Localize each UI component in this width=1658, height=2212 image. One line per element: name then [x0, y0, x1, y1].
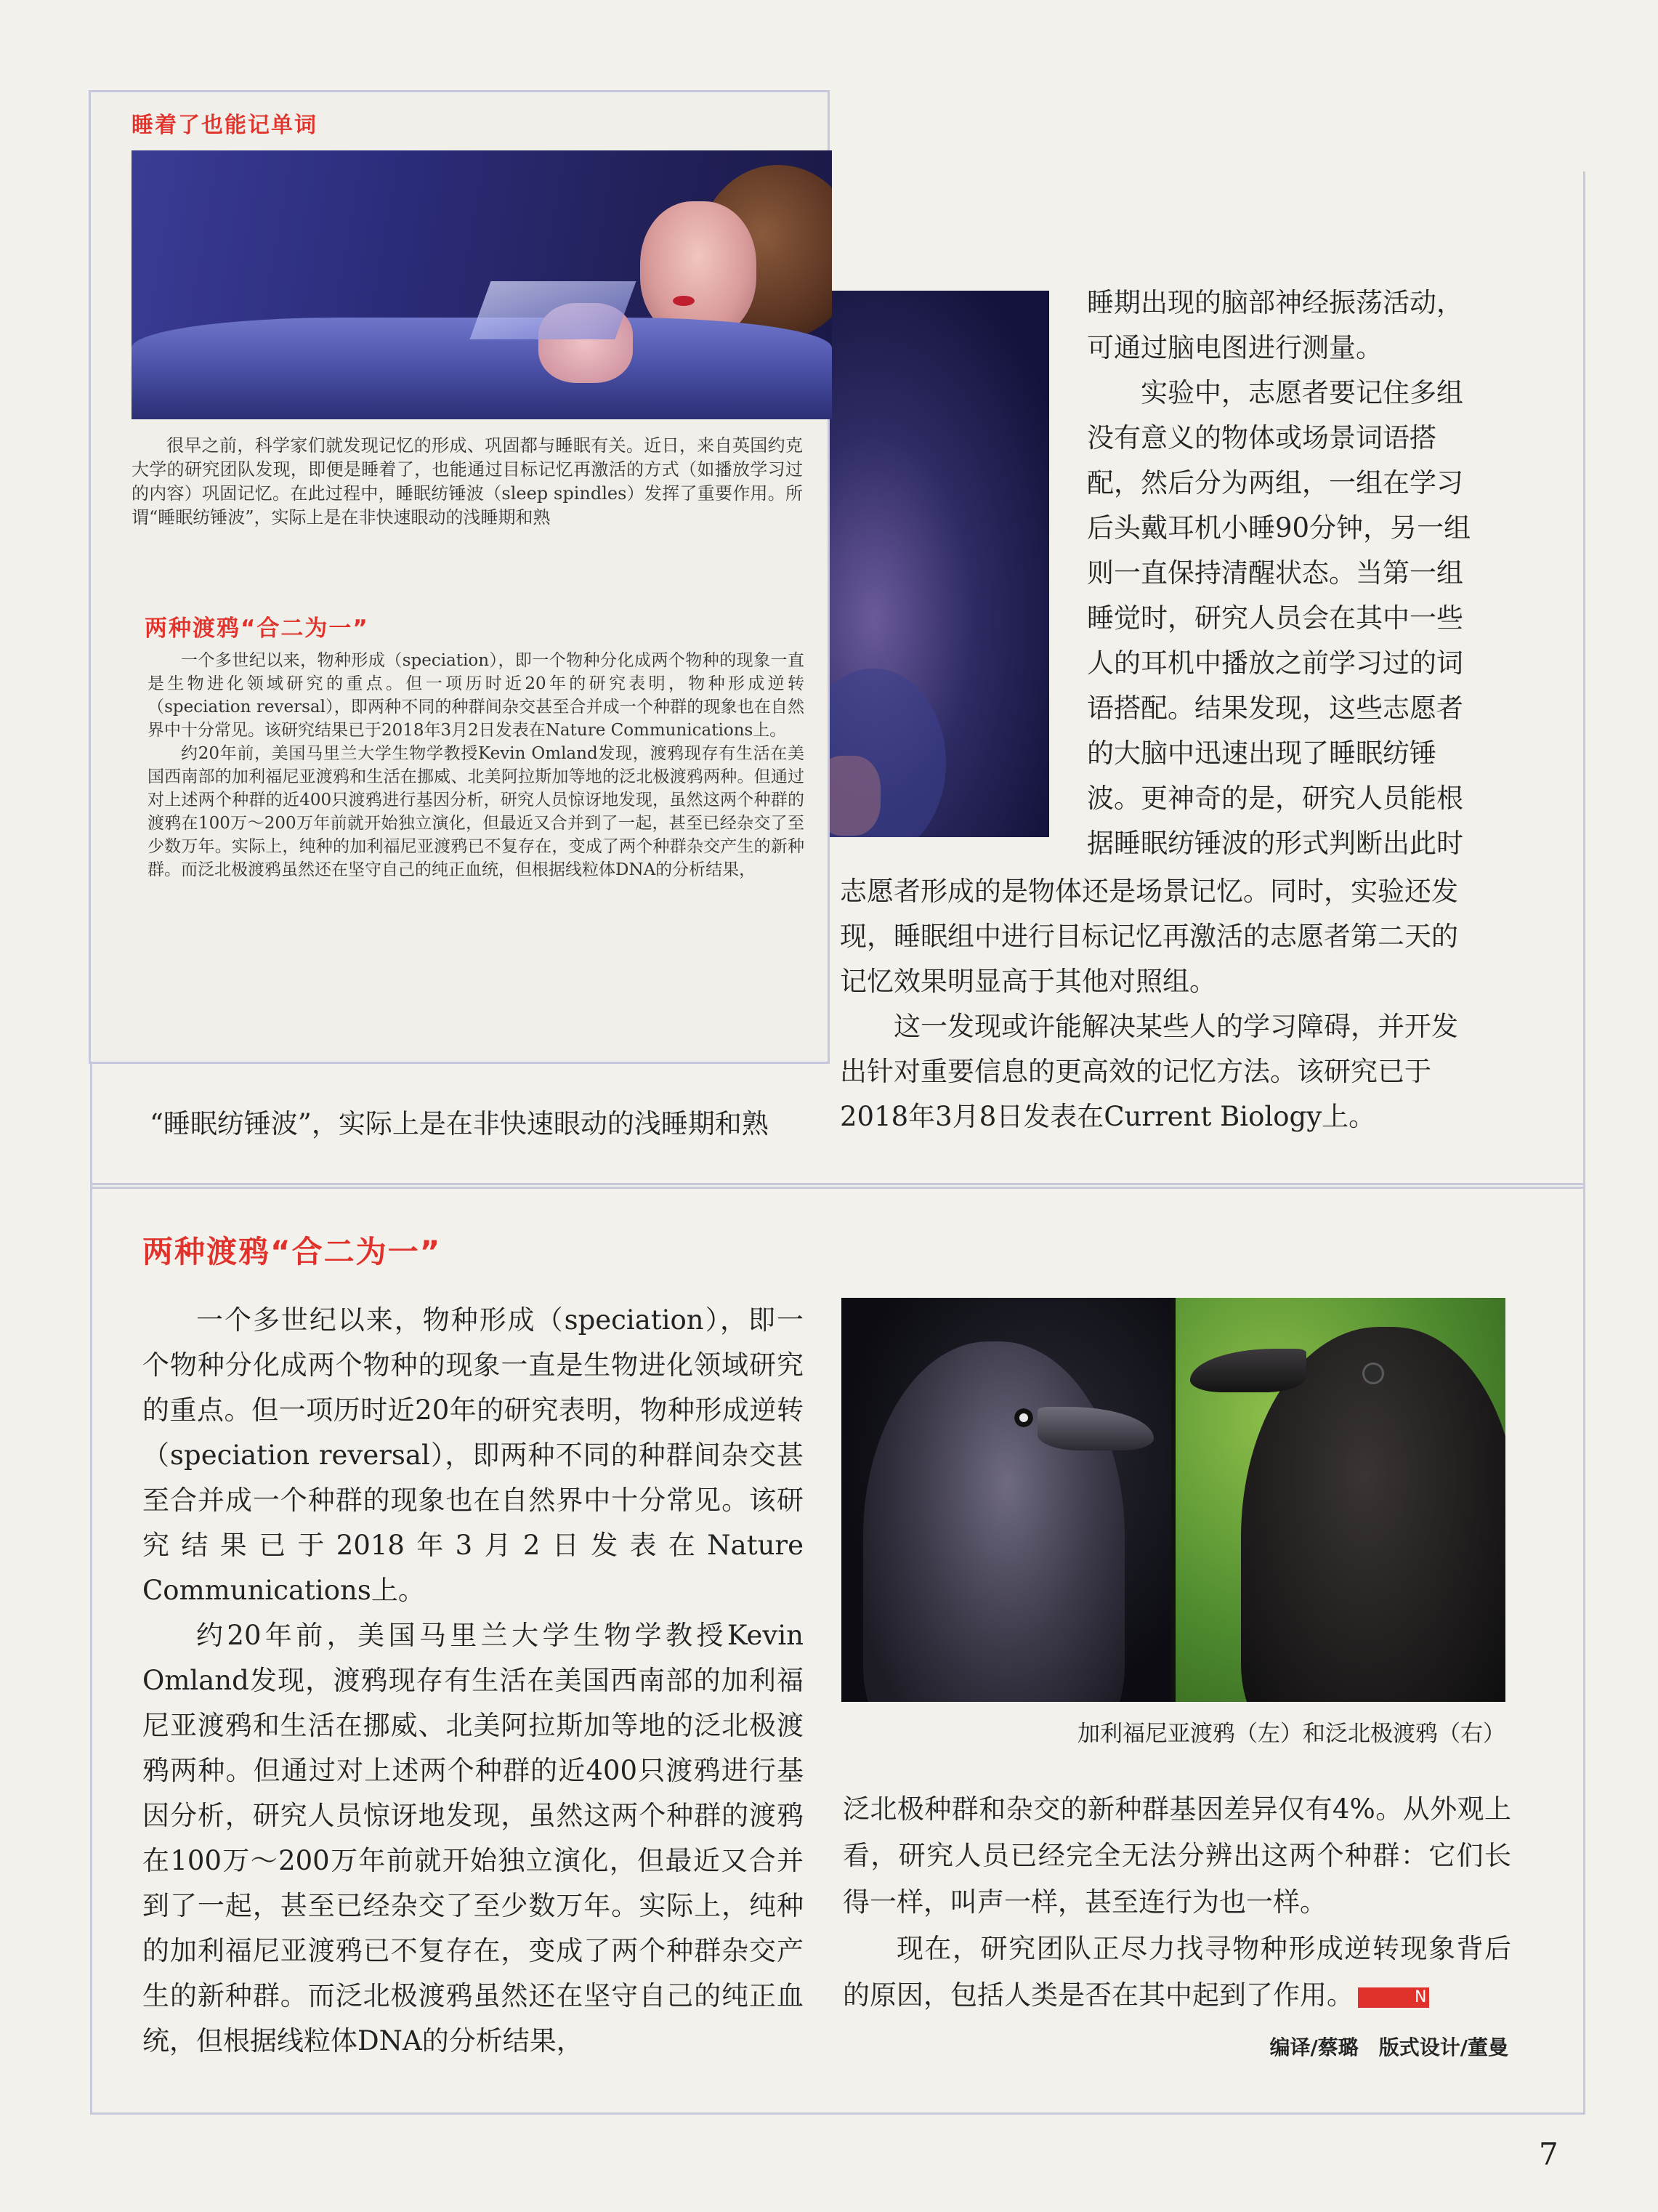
overlay-excerpt	[89, 90, 830, 1064]
sleep-line-9: 语搭配。结果发现，这些志愿者	[1087, 693, 1463, 724]
overlay-intro-para: 很早之前，科学家们就发现记忆的形成、巩固都与睡眠有关。近日，来自英国约克大学的研究团队发现，即便是睡着了，也能通过目标记忆再激活的方式（如播放学习过的内容）巩固记忆。在此过程中，睡眠纺锤波（sleep spindles）发挥了重要作用。所谓“睡眠纺锤波”，实际上是在非快速眼动的浅睡期和熟	[132, 435, 803, 528]
sleep-line-3: 没有意义的物体或场景词语搭	[1087, 422, 1436, 453]
overlay-intro	[132, 434, 803, 530]
sleep-line-4: 配，然后分为两组，一组在学习	[1087, 467, 1463, 498]
hand-shape	[830, 756, 881, 836]
sleep-full-4: 出针对重要信息的更高效的记忆方法。该研究已于	[840, 1056, 1431, 1087]
sleep-line-8: 人的耳机中播放之前学习过的词	[1087, 647, 1463, 679]
sleep-line-under-overlay: “睡眠纺锤波”，实际上是在非快速眼动的浅睡期和熟	[150, 1108, 769, 1139]
sleep-full-5: 2018年3月8日发表在Current Biology上。	[840, 1101, 1376, 1132]
sleep-line-10: 的大脑中迅速出现了睡眠纺锤	[1087, 738, 1436, 769]
sleep-right-column	[1087, 280, 1523, 866]
sleep-full-1: 现，睡眠组中进行目标记忆再激活的志愿者第二天的	[840, 921, 1458, 952]
sleep-line-12: 据睡眠纺锤波的形式判断出此时	[1087, 828, 1463, 859]
california-raven-panel	[841, 1298, 1171, 1702]
ravens-right-para-2	[843, 1926, 1511, 2019]
sleep-full-lines	[840, 869, 1523, 1139]
overlay-sleep-photo	[132, 150, 832, 419]
sleep-photo-right	[830, 291, 1049, 837]
sleep-full-0: 志愿者形成的是物体还是场景记忆。同时，实验还发	[840, 876, 1458, 907]
sleep-line-1: 可通过脑电图进行测量。	[1087, 332, 1383, 363]
overlay-ravens-title: 两种渡鸦“合二为一”	[145, 615, 369, 642]
pajama-collar	[469, 281, 636, 339]
overlay-ravens-text	[147, 649, 804, 881]
ravens-para-1: 一个多世纪以来，物种形成（speciation），即一个物种分化成两个物种的现象一直是生物进化领域研究的重点。但一项历时近20年的研究表明，物种形成逆转（speciation reversal），即两种不同的种群间杂交甚至合并成一个种群的现象也在自然界中十分常见。该研究结果已于2018年3月2日发表在Nature Communications上。	[142, 1304, 804, 1606]
ravens-right-column	[843, 1786, 1511, 2019]
sleep-line-0: 睡期出现的脑部神经振荡活动，	[1087, 287, 1463, 318]
california-raven-eye	[1014, 1408, 1033, 1427]
overlay-ravens-para-1: 一个多世纪以来，物种形成（speciation），即一个物种分化成两个物种的现象一直是生物进化领域研究的重点。但一项历时近20年的研究表明，物种形成逆转（speciation reversal），即两种不同的种群间杂交甚至合并成一个种群的现象也在自然界中十分常见。该研究结果已于2018年3月2日发表在Nature Communications上。	[147, 651, 804, 740]
ravens-para-2: 约20年前，美国马里兰大学生物学教授Kevin Omland发现，渡鸦现存有生活在美国西南部的加利福尼亚渡鸦和生活在挪威、北美阿拉斯加等地的泛北极渡鸦两种。但通过对上述两个种群的近400只渡鸦进行基因分析，研究人员惊讶地发现，虽然这两个种群的渡鸦在100万～200万年前就开始独立演化，但最近又合并到了一起，甚至已经杂交了至少数万年。实际上，纯种的加利福尼亚渡鸦已不复存在，变成了两个种群杂交产生的新种群。而泛北极渡鸦虽然还在坚守自己的纯正血统，但根据线粒体DNA的分析结果，	[142, 1620, 804, 2056]
end-mark: N	[1358, 1987, 1429, 2008]
ravens-left-column	[142, 1298, 804, 2064]
sleep-line-5: 后头戴耳机小睡90分钟，另一组	[1087, 512, 1471, 544]
holarctic-raven-eye	[1364, 1365, 1382, 1382]
ravens-title: 两种渡鸦“合二为一”	[142, 1234, 442, 1270]
ravens-right-para-1: 泛北极种群和杂交的新种群基因差异仅有4%。从外观上看，研究人员已经完全无法分辨出这两个种群：它们长得一样，叫声一样，甚至连行为也一样。	[843, 1793, 1511, 1918]
page-number: 7	[1539, 2136, 1558, 2172]
sleep-line-11: 波。更神奇的是，研究人员能根	[1087, 783, 1463, 814]
ravens-right-para-2-text: 现在，研究团队正尽力找寻物种形成逆转现象背后的原因，包括人类是否在其中起到了作用。	[843, 1933, 1511, 2011]
sleep-full-2: 记忆效果明显高于其他对照组。	[840, 966, 1216, 997]
sleep-line-2: 实验中，志愿者要记住多组	[1141, 377, 1463, 408]
holarctic-raven-panel	[1176, 1298, 1505, 1702]
overlay-ravens-para-2: 约20年前，美国马里兰大学生物学教授Kevin Omland发现，渡鸦现存有生活在美国西南部的加利福尼亚渡鸦和生活在挪威、北美阿拉斯加等地的泛北极渡鸦两种。但通过对上述两个种群的近400只渡鸦进行基因分析，研究人员惊讶地发现，虽然这两个种群的渡鸦在100万～200万年前就开始独立演化，但最近又合并到了一起，甚至已经杂交了至少数万年。实际上，纯种的加利福尼亚渡鸦已不复存在，变成了两个种群杂交产生的新种群。而泛北极渡鸦虽然还在坚守自己的纯正血统，但根据线粒体DNA的分析结果，	[147, 744, 804, 879]
california-raven-body	[863, 1341, 1125, 1702]
holarctic-raven-beak	[1190, 1349, 1306, 1392]
california-raven-beak	[1038, 1407, 1154, 1450]
ravens-photo	[841, 1298, 1505, 1702]
sleep-line-6: 则一直保持清醒状态。当第一组	[1087, 557, 1463, 589]
girl-mouth	[673, 296, 695, 306]
sleep-line-7: 睡觉时，研究人员会在其中一些	[1087, 602, 1463, 634]
overlay-title: 睡着了也能记单词	[132, 113, 318, 138]
sleep-full-3: 这一发现或许能解决某些人的学习障碍，并开发	[894, 1011, 1458, 1042]
ravens-caption: 加利福尼亚渡鸦（左）和泛北极渡鸦（右）	[1077, 1721, 1505, 1747]
credits: 编译/蔡璐 版式设计/董曼	[1269, 2035, 1508, 2059]
